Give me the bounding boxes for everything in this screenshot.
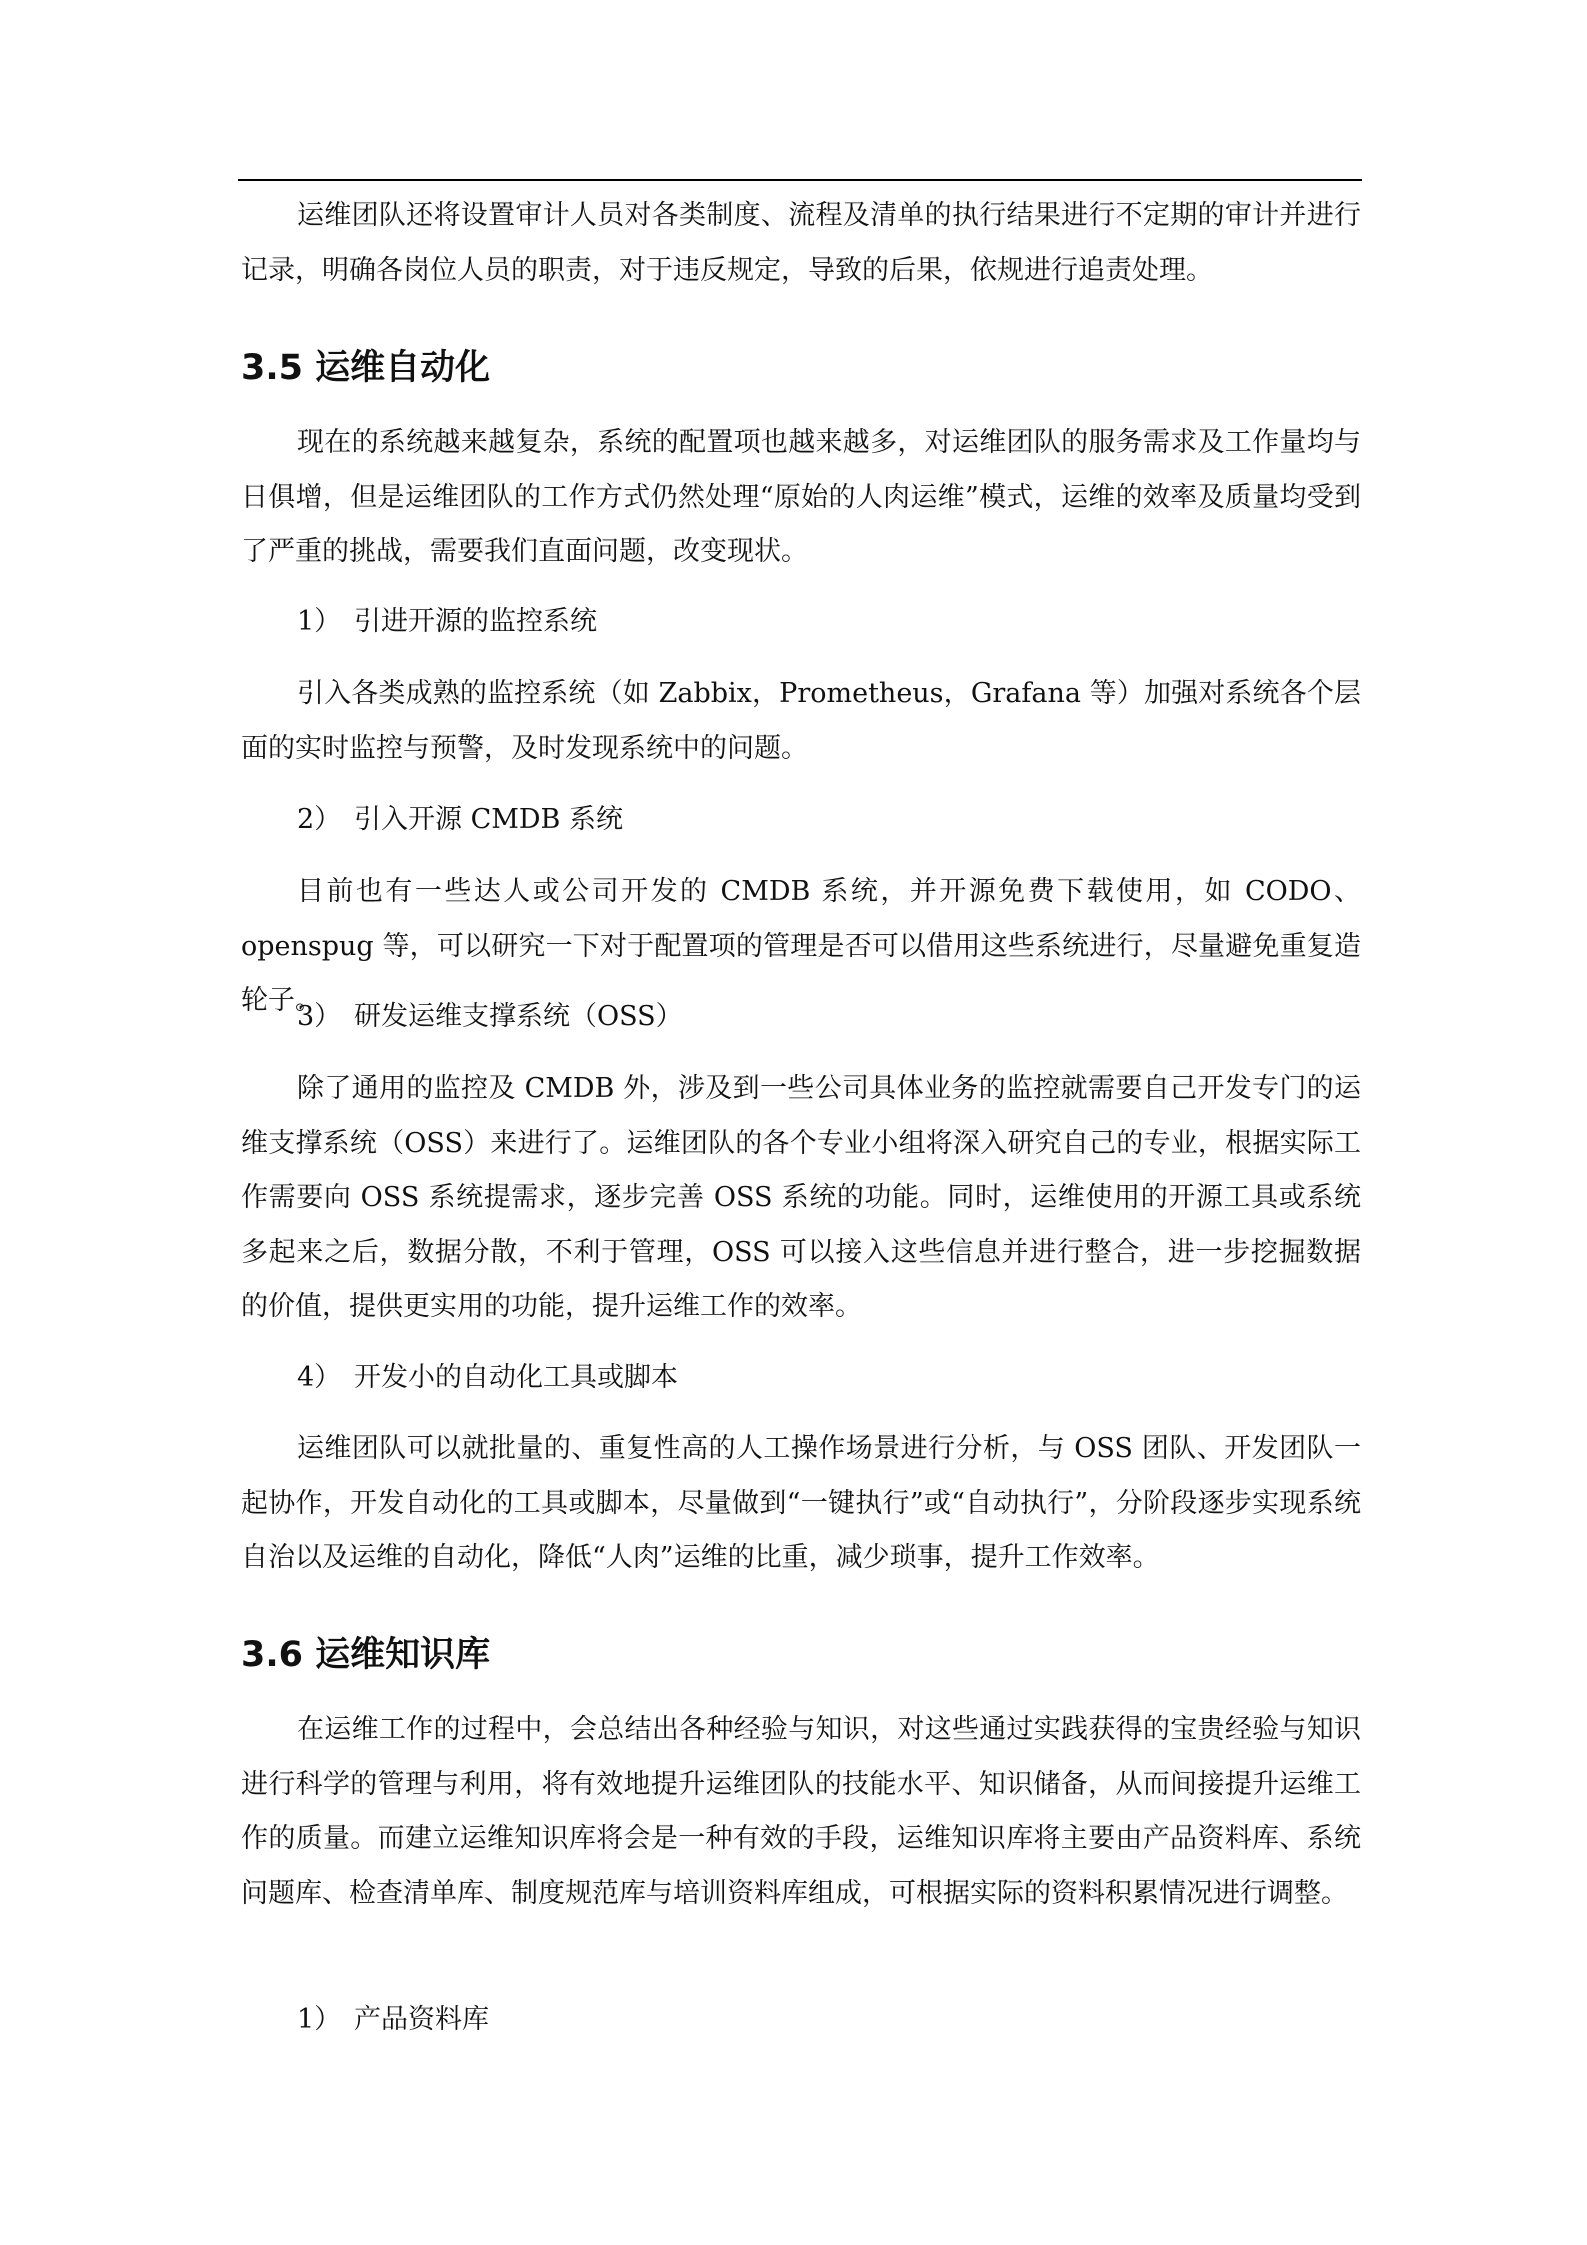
- list-item-paragraph: [241, 667, 1361, 776]
- paragraph-text: 除了通用的监控及 CMDB 外，涉及到一些公司具体业务的监控就需要自己开发专门的运维支撑系统（OSS）来进行了。运维团队的各个专业小组将深入研究自己的专业，根据实际工作需要向 OSS 系统提需求，逐步完善 OSS 系统的功能。同时，运维使用的开源工具或系统多起来之后，数据分散，不利于管理，OSS 可以接入这些信息并进行整合，进一步挖掘数据的价值，提供更实用的功能，提升运维工作的效率。: [241, 1073, 1361, 1323]
- paragraph-text: 目前也有一些达人或公司开发的 CMDB 系统，并开源免费下载使用，如 CODO、openspug 等，可以研究一下对于配置项的管理是否可以借用这些系统进行，尽量避免重复造轮子。: [241, 876, 1361, 1017]
- list-number: 1）: [297, 606, 342, 637]
- list-number: 4）: [297, 1362, 342, 1393]
- header-rule: [238, 179, 1362, 181]
- list-item-heading: [297, 798, 623, 842]
- section-3-5-paragraph: [241, 416, 1361, 580]
- list-title: 开发小的自动化工具或脚本: [354, 1362, 678, 1393]
- section-3-6-paragraph: [241, 1703, 1361, 1921]
- list-title: 引进开源的监控系统: [354, 606, 597, 637]
- paragraph-text: 在运维工作的过程中，会总结出各种经验与知识，对这些通过实践获得的宝贵经验与知识进行科学的管理与利用，将有效地提升运维团队的技能水平、知识储备，从而间接提升运维工作的质量。而建立运维知识库将会是一种有效的手段，运维知识库将主要由产品资料库、系统问题库、检查清单库、制度规范库与培训资料库组成，可根据实际的资料积累情况进行调整。: [241, 1714, 1361, 1909]
- paragraph-text: 运维团队可以就批量的、重复性高的人工操作场景进行分析，与 OSS 团队、开发团队一起协作，开发自动化的工具或脚本，尽量做到“一键执行”或“自动执行”，分阶段逐步实现系统自治以及运维的自动化，降低“人肉”运维的比重，减少琐事，提升工作效率。: [241, 1433, 1361, 1574]
- list-item-heading: [297, 1998, 489, 2042]
- list-item-paragraph: [241, 1422, 1361, 1586]
- paragraph-text: 引入各类成熟的监控系统（如 Zabbix，Prometheus，Grafana 等）加强对系统各个层面的实时监控与预警，及时发现系统中的问题。: [241, 678, 1361, 764]
- list-number: 1）: [297, 2004, 342, 2035]
- list-title: 产品资料库: [354, 2004, 489, 2035]
- list-item-paragraph: [241, 1062, 1361, 1335]
- section-heading-3-6: 3.6 运维知识库: [241, 1635, 491, 1675]
- list-title: 引入开源 CMDB 系统: [354, 804, 623, 835]
- list-number: 2）: [297, 804, 342, 835]
- paragraph-text: 现在的系统越来越复杂，系统的配置项也越来越多，对运维团队的服务需求及工作量均与日俱增，但是运维团队的工作方式仍然处理“原始的人肉运维”模式，运维的效率及质量均受到了严重的挑战，需要我们直面问题，改变现状。: [241, 427, 1361, 568]
- list-item-heading: [297, 600, 597, 644]
- list-item-heading: [297, 1356, 678, 1400]
- paragraph-text: 运维团队还将设置审计人员对各类制度、流程及清单的执行结果进行不定期的审计并进行记录，明确各岗位人员的职责，对于违反规定，导致的后果，依规进行追责处理。: [241, 200, 1361, 286]
- section-heading-3-5: 3.5 运维自动化: [241, 348, 491, 388]
- intro-paragraph: [241, 189, 1361, 298]
- list-title: 研发运维支撑系统（OSS）: [354, 1001, 683, 1032]
- list-item-heading: [297, 995, 683, 1039]
- list-number: 3）: [297, 1001, 342, 1032]
